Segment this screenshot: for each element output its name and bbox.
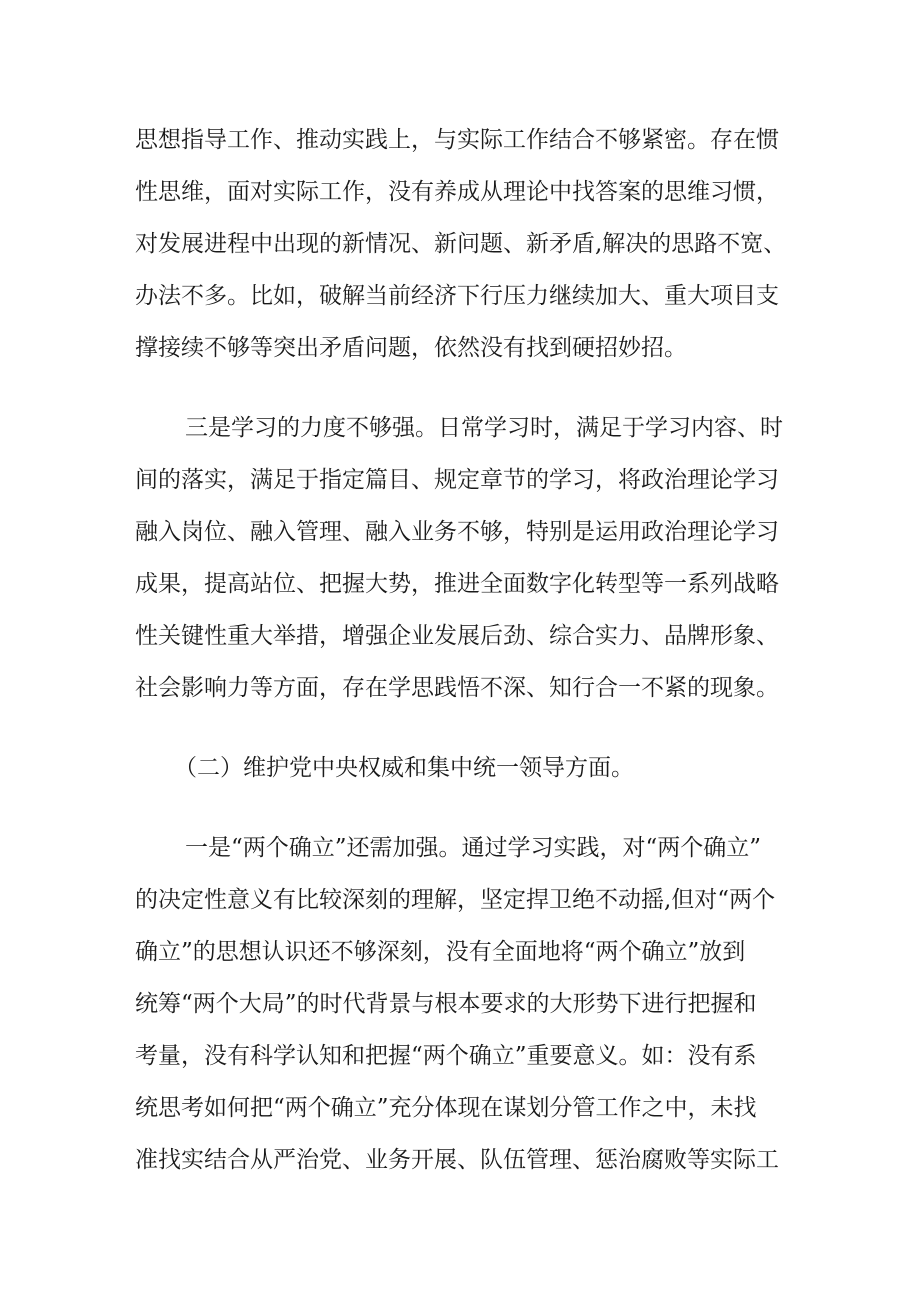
paragraph-1-line-3: 对发展进程中出现的新情况、新问题、新矛盾,解决的思路不宽、 bbox=[135, 231, 787, 257]
paragraph-4-line-4: 统筹“两个大局”的时代背景与根本要求的大形势下进行把握和 bbox=[135, 991, 757, 1017]
paragraph-4-line-2: 的决定性意义有比较深刻的理解，坚定捍卫绝不动摇,但对“两个 bbox=[135, 887, 776, 913]
paragraph-4-line-5: 考量，没有科学认知和把握“两个确立”重要意义。如：没有系 bbox=[135, 1043, 757, 1069]
paragraph-2-line-5: 性关键性重大举措，增强企业发展后劲、综合实力、品牌形象、 bbox=[135, 623, 779, 649]
paragraph-2-line-2: 间的落实，满足于指定篇目、规定章节的学习，将政治理论学习 bbox=[135, 467, 779, 493]
paragraph-2-line-6: 社会影响力等方面，存在学思践悟不深、知行合一不紧的现象。 bbox=[135, 675, 779, 701]
paragraph-4-line-7: 准找实结合从严治党、业务开展、队伍管理、惩治腐败等实际工 bbox=[135, 1147, 779, 1173]
paragraph-1-line-4: 办法不多。比如，破解当前经济下行压力继续加大、重大项目支 bbox=[135, 283, 779, 309]
paragraph-1-line-5: 撑接续不够等突出矛盾问题，依然没有找到硬招妙招。 bbox=[135, 335, 687, 361]
paragraph-4-line-1: 一是“两个确立”还需加强。通过学习实践，对“两个确立” bbox=[185, 835, 762, 861]
section-heading: （二）维护党中央权威和集中统一领导方面。 bbox=[174, 755, 634, 781]
paragraph-4-line-3: 确立”的思想认识还不够深刻，没有全面地将“两个确立”放到 bbox=[135, 939, 746, 965]
paragraph-4-line-6: 统思考如何把“两个确立”充分体现在谋划分管工作之中，未找 bbox=[135, 1095, 757, 1121]
paragraph-1-line-1: 思想指导工作、推动实践上，与实际工作结合不够紧密。存在惯 bbox=[135, 127, 779, 153]
paragraph-2-line-1: 三是学习的力度不够强。日常学习时，满足于学习内容、时 bbox=[185, 415, 783, 441]
paragraph-2-line-4: 成果，提高站位、把握大势，推进全面数字化转型等一系列战略 bbox=[135, 571, 779, 597]
paragraph-1-line-2: 性思维，面对实际工作，没有养成从理论中找答案的思维习惯， bbox=[135, 179, 779, 205]
paragraph-2-line-3: 融入岗位、融入管理、融入业务不够，特别是运用政治理论学习 bbox=[135, 519, 779, 545]
